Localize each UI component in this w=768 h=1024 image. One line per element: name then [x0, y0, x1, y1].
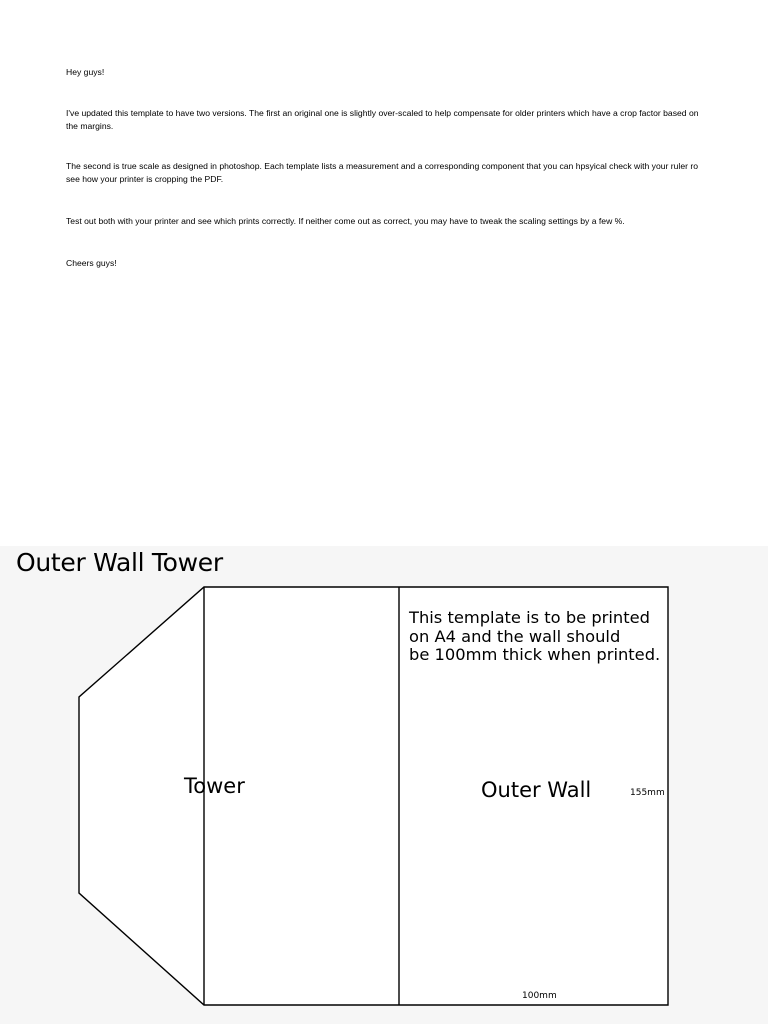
- print-instruction: [409, 609, 660, 665]
- greeting-text: Hey guys!: [66, 67, 105, 77]
- tower-label: Tower: [184, 774, 245, 798]
- paragraph-scaling: I've updated this template to have two versions. The first an original one is slightly over-scaled to help compensate for older printers which have a crop factor based on the margins.: [66, 108, 699, 131]
- template-title: Outer Wall Tower: [16, 548, 223, 577]
- outer-wall-label: Outer Wall: [481, 778, 592, 802]
- height-measurement: 155mm: [630, 788, 665, 798]
- instruction-line: on A4 and the wall should: [409, 626, 621, 646]
- instruction-line: be 100mm thick when printed.: [409, 645, 661, 664]
- width-measurement: 100mm: [522, 991, 557, 1001]
- paragraph-test: Test out both with your printer and see which prints correctly. If neither come out as correct, you may have to tweak the scaling settings by a few %.: [66, 216, 625, 226]
- paragraph-true-scale: The second is true scale as designed in photoshop. Each template lists a measurement and a corresponding component that you can hpsyical check with your ruler ro see how your printer is cropping the PDF.: [66, 161, 698, 184]
- instruction-line: This template is to be printed: [409, 608, 650, 627]
- signoff-text: Cheers guys!: [66, 258, 117, 268]
